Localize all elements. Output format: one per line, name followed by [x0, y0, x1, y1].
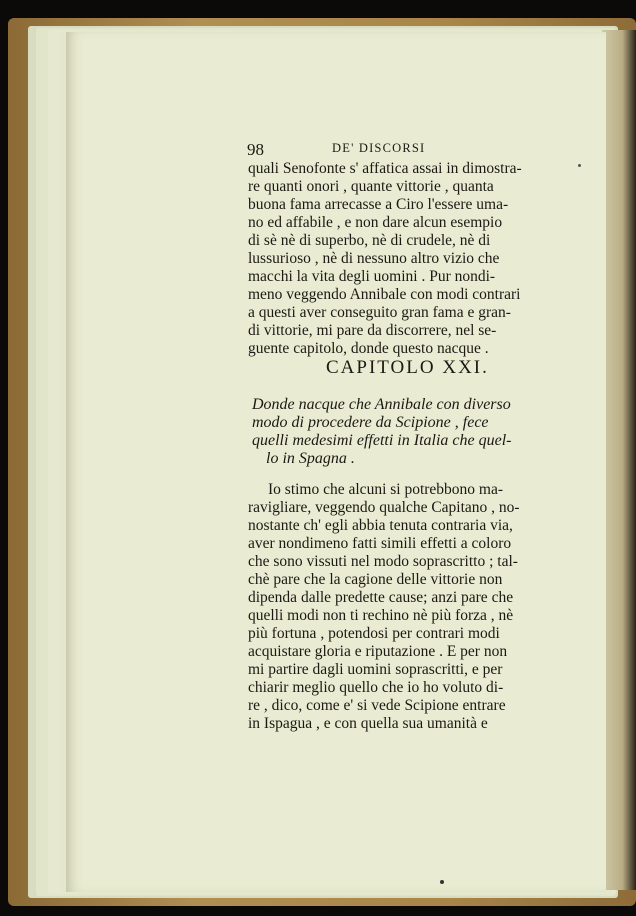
chapter-subtitle-line: lo in Spagna .	[266, 450, 355, 467]
text-line: no ed affabile , e non dare alcun esempio	[248, 214, 503, 231]
text-line: quelli modi non ti rechino nè più forza , nè	[248, 607, 514, 624]
page-number: 98	[247, 140, 264, 159]
text-line: re quanti onori , quante vittorie , quanta	[248, 178, 494, 195]
text-line: quali Senofonte s' affatica assai in dimostra-	[248, 160, 522, 177]
facing-page-edge	[602, 30, 636, 890]
text-line: Io stimo che alcuni si potrebbono ma-	[268, 481, 504, 498]
chapter-subtitle-line: modo di procedere da Scipione , fece	[252, 414, 489, 431]
text-line: re , dico, come e' si vede Scipione entrare	[248, 697, 506, 714]
text-line: in Ispagua , e con quella sua umanità e	[248, 715, 488, 732]
text-line: acquistare gloria e riputazione . E per non	[248, 643, 508, 660]
text-line: nostante ch' egli abbia tenuta contraria via,	[248, 517, 513, 534]
chapter-heading: CAPITOLO XXI.	[326, 357, 489, 378]
text-line: chiarir meglio quello che io ho voluto di-	[248, 679, 504, 696]
running-head: DE' DISCORSI	[332, 141, 426, 155]
text-line: di vittorie, mi pare da discorrere, nel se-	[248, 322, 497, 339]
text-line: lussurioso , nè di nessuno altro vizio che	[248, 250, 500, 267]
page-mark	[440, 880, 444, 884]
margin-mark	[578, 164, 581, 167]
chapter-subtitle-line: Donde nacque che Annibale con diverso	[252, 396, 511, 413]
text-line: guente capitolo, donde questo nacque .	[248, 340, 489, 357]
text-line: mi partire dagli uomini soprascritti, e per	[248, 661, 503, 678]
text-line: aver nondimeno fatti simili effetti a coloro	[248, 535, 512, 552]
text-line: di sè nè di superbo, nè di crudele, nè di	[248, 232, 491, 249]
text-line: buona fama arrecasse a Ciro l'essere uma-	[248, 196, 509, 213]
text-line: chè pare che la cagione delle vittorie non	[248, 571, 503, 588]
chapter-subtitle-line: quelli medesimi effetti in Italia che quel-	[252, 432, 512, 449]
text-line: dipenda dalle predette cause; anzi pare che	[248, 589, 514, 606]
text-line: che sono vissuti nel modo soprascritto ; tal-	[248, 553, 518, 570]
text-line: più fortuna , potendosi per contrari modi	[248, 625, 500, 642]
text-line: ravigliare, veggendo qualche Capitano , no-	[248, 499, 520, 516]
text-line: meno veggendo Annibale con modi contrari	[248, 286, 521, 303]
text-line: a questi aver conseguito gran fama e gran-	[248, 304, 511, 321]
text-line: macchi la vita degli uomini . Pur nondi-	[248, 268, 496, 285]
